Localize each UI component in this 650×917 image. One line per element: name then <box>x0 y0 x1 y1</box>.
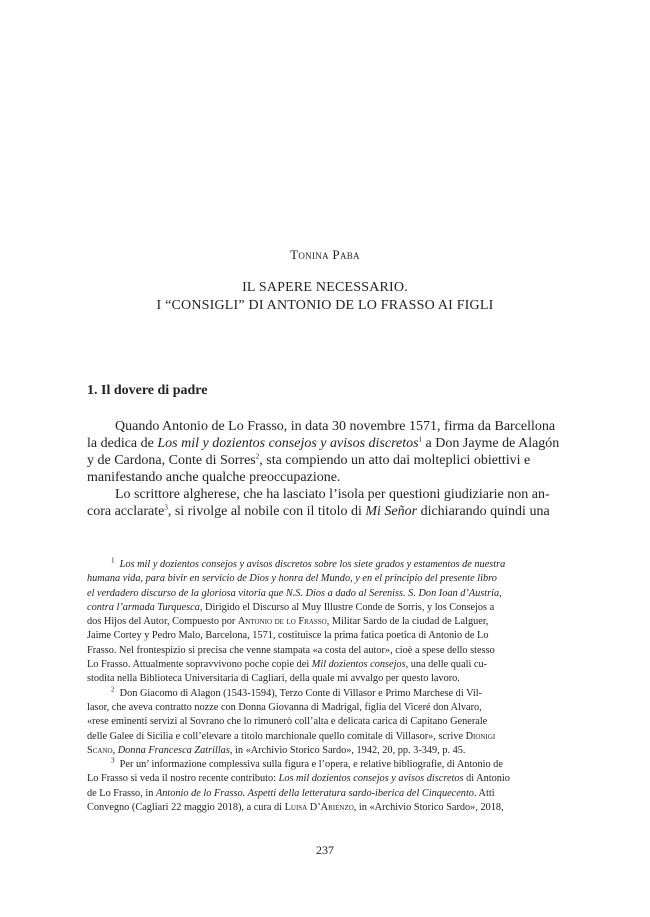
body-line-5: Lo scrittore algherese, che ha lasciato l’isola per questioni giudiziarie non an- <box>115 487 550 502</box>
title-line-1: IL SAPERE NECESSARIO. <box>242 280 408 295</box>
body-line-2: la dedica de Los mil y dozientos consejos y avisos discretos$^1$ a Don Jayme de Alagón <box>87 435 560 451</box>
body-line-6: cora acclarate$^3$, si rivolge al nobile con il titolo di Mi Señor dichiarando quindi una <box>87 503 550 519</box>
body-paragraphs <box>87 418 564 520</box>
footnote-ref-1: 1 <box>418 435 423 444</box>
body-line-3: y de Cardona, Conte di Sorres$^2$, sta compiendo un atto dai molteplici obiettivi e <box>87 452 531 468</box>
footnote-2: $^2$ Don Giacomo di Alagon (1543-1594), Terzo Conte di Villasor e Primo Marchese di Vil- lasor, che aveva contratto nozze con Donna Giovanna di Madrigal, figlia del Viceré don Alvaro, «rese eminenti servizi al Sovrano che lo rimunerò coll’alta e delicata carica di Capitano Generale delle Galee di Sicilia e coll’elevare a titolo marchionale quello comitale di Villasor», scrive Dionigi Scano, Donna Francesca Zatrillas, in «Archivio Storico Sardo», 1942, 20, pp. 3-349, p. 45. <box>87 685 496 756</box>
footnote-1: $^1$ Los mil y dozientos consejos y avisos discretos sobre los siete grados y estamentos de nuestra humana vida, para bivir en servicio de Dios y honra del Mundo, y en el principio del presente libro el verdadero discurso de la gloriosa vitoria que N.S. Dios a dado al Sereniss. S. Don Ioan d’Austria, contra l’armada Turquesca, Dirigido el Discurso al Muy Illustre Conde de Sorris, y los Consejos a dos Hijos del Autor, Compuesto por Antonio de lo Frasso, Militar Sardo de la ciudad de Lalguer, Jaime Cortey y Pedro Malo, Barcelona, 1571, costituisce la prima fatica poetica di Antonio de Lo Frasso. Nel frontespizio si precisa che venne stampata «a costa del autor», cioè a spese dello stesso Lo Frasso. Attualmente sopravvivono poche copie dei Mil dozientos consejos, una delle quali cu- stodita nella Biblioteca Universitaria di Cagliari, della quale mi avvalgo per questo lavoro. <box>87 556 506 685</box>
body-line-1: Quando Antonio de Lo Frasso, in data 30 novembre 1571, firma da Barcellona <box>115 419 556 434</box>
footnote-ref-2: 2 <box>255 452 260 461</box>
page-number: 237 <box>316 843 334 857</box>
footnote-3: $^3$ Per un’ informazione complessiva sulla figura e l’opera, e relative bibliografie, di Antonio de Lo Frasso si veda il nostro recente contributo: Los mil dozientos consejos y avisos discretos di Antonio de Lo Frasso, in Antonio de lo Frasso. Aspetti della letteratura sardo-iberica del Cinquecento. Atti Convegno (Cagliari 22 maggio 2018), a cura di Luisa D’Arienzo, in «Archivio Storico Sardo», 2018, <box>87 756 510 814</box>
title-line-2: I “CONSIGLI” DI ANTONIO DE LO FRASSO AI FIGLI <box>156 298 494 313</box>
body-line-4: manifestando anche qualche preoccupazione. <box>87 470 341 485</box>
footnote-ref-3: 3 <box>164 503 168 512</box>
author-name: Tonina Paba <box>290 247 360 262</box>
section-heading: 1. Il dovere di padre <box>87 383 208 398</box>
article-title <box>0 279 650 315</box>
footnotes <box>87 558 564 815</box>
